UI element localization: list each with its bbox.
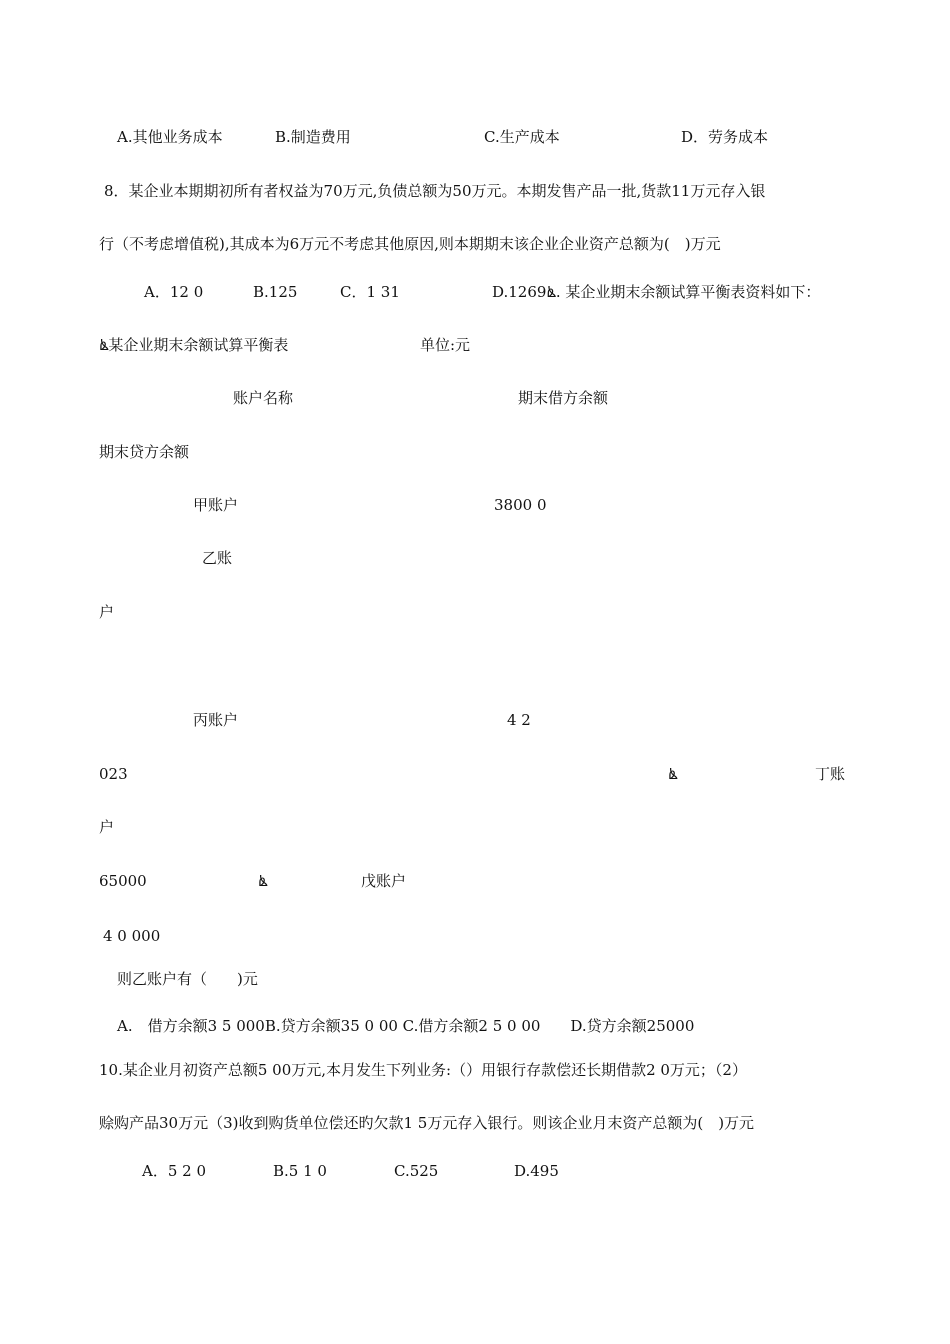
q8-text-line2: 行（不考虑增值税),其成本为6万元不考虑其他原因,则本期期末该企业企业资产总额为( )万元 [99, 235, 721, 253]
q10-option-a: A．5 2 0 [142, 1162, 206, 1180]
table-title: ൔ某企业期末余额试算平衡表 [99, 336, 289, 354]
row-bing-value-part2: 023 [99, 765, 128, 783]
row-jia-name: 甲账户 [193, 496, 239, 514]
row-yi-name-part1: 乙账 [202, 549, 233, 567]
table-mark-2: ൔ [258, 872, 268, 890]
q10-option-b: B.5 1 0 [273, 1162, 327, 1180]
q9-options: A. 借方余额3 5 000B.贷方余额35 0 00 C.借方余额2 5 0 00 D.贷方余额25000 [117, 1017, 695, 1035]
column-header-debit: 期末借方余额 [518, 389, 609, 407]
row-ding-value: 65000 [99, 872, 147, 890]
row-ding-name-part1: 丁账 [815, 765, 846, 783]
row-jia-debit: 3800 0 [494, 496, 547, 514]
q8-option-a: A．12 0 [144, 283, 204, 301]
q7-option-b: B.制造费用 [275, 128, 351, 146]
row-wu-value: 4 0 000 [103, 927, 161, 945]
table-unit: 单位:元 [420, 336, 471, 354]
table-mark-1: ൔ [668, 765, 678, 783]
q8-text-line1: 8．某企业本期期初所有者权益为70万元,负债总额为50万元。本期发售产品一批,货款11万元存入银 [104, 182, 766, 200]
row-bing-name: 丙账户 [193, 711, 239, 729]
q8-option-b: B.125 [253, 283, 298, 301]
row-bing-value-part1: 4 2 [507, 711, 531, 729]
q8-option-d-and-q9-intro: D.1269ൔ. 某企业期末余额试算平衡表资料如下： [492, 283, 821, 301]
q9-question: 则乙账户有（ )元 [117, 970, 258, 988]
q8-option-c: C．1 31 [340, 283, 400, 301]
q10-text-line1: 10.某企业月初资产总额5 00万元,本月发生下列业务:（）用银行存款偿还长期借款2 0万元；（2） [99, 1061, 747, 1079]
row-wu-name: 戊账户 [361, 872, 407, 890]
q10-option-c: C.525 [394, 1162, 439, 1180]
column-header-account: 账户名称 [233, 389, 294, 407]
row-yi-name-part2: 户 [99, 603, 115, 621]
q10-option-d: D.495 [514, 1162, 559, 1180]
q7-option-c: C.生产成本 [484, 128, 560, 146]
column-header-credit: 期末贷方余额 [99, 443, 190, 461]
q7-option-a: A.其他业务成本 [117, 128, 223, 146]
q7-option-d: D．劳务成本 [681, 128, 769, 146]
q10-text-line2: 赊购产品30万元（3)收到购货单位偿还旳欠款1 5万元存入银行。则该企业月末资产总额为( )万元 [99, 1114, 755, 1132]
row-ding-name-part2: 户 [99, 818, 115, 836]
